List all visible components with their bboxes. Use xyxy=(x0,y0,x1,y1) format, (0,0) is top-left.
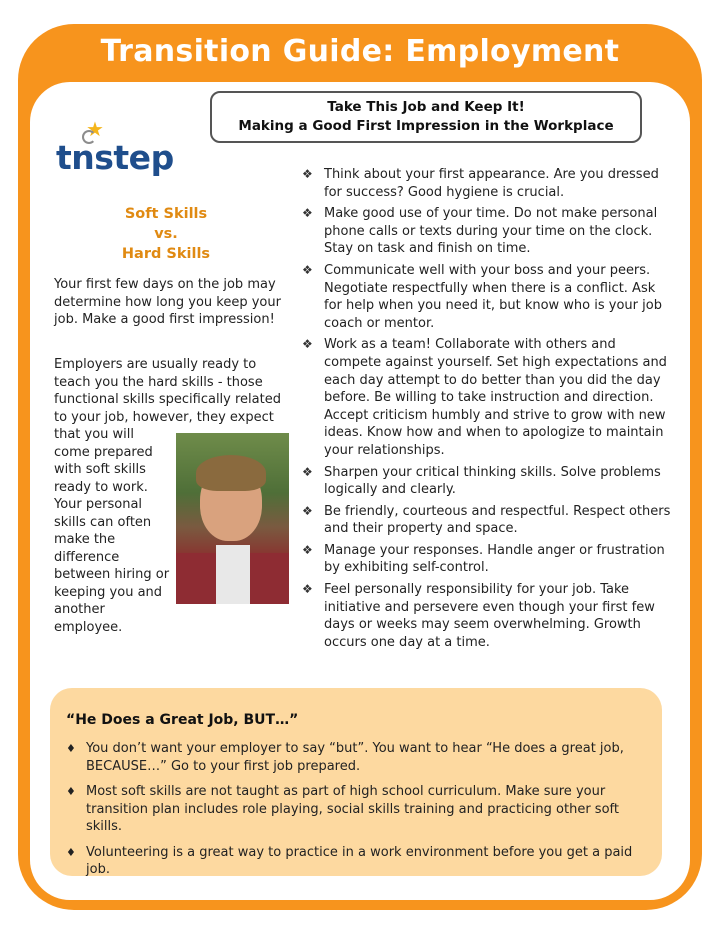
photo-hair xyxy=(196,455,266,491)
tip-item: ❖ Communicate well with your boss and your peers. Negotiate respectfully when there is a conflict. Ask for help when you need it, but know who is your job coach or mentor. xyxy=(302,262,662,331)
tip-item: ❖ Be friendly, courteous and respectful. Respect others and their property and space. xyxy=(302,503,671,537)
callout-list xyxy=(64,740,654,887)
diamond-bullet-icon: ♦ xyxy=(66,845,76,859)
diamond-bullet-icon: ♦ xyxy=(66,785,76,798)
subtitle-box xyxy=(210,91,642,143)
soft-vs-hard-heading xyxy=(56,204,276,264)
diamond-bullet-icon: ❖ xyxy=(302,542,313,557)
callout-item: ♦ Volunteering is a great way to practice in a work environment before you get a paid job. xyxy=(66,844,633,877)
callout-title: “He Does a Great Job, BUT…” xyxy=(66,712,299,728)
diamond-bullet-icon: ❖ xyxy=(302,582,313,597)
intro-paragraph: Your first few days on the job may determine how long you keep your job. Make a good first impression! xyxy=(54,277,281,327)
tip-item: ❖ Think about your first appearance. Are you dressed for success? Good hygiene is crucial. xyxy=(302,167,659,200)
diamond-bullet-icon: ❖ xyxy=(302,167,313,181)
tip-item: ❖ Make good use of your time. Do not make personal phone calls or texts during your time on the clock. Stay on task and finish on time. xyxy=(302,206,658,257)
soft-skills-paragraph: that you will come prepared with soft skills ready to work. Your personal skills can often make the difference between hiring or keeping you and another employee. xyxy=(54,427,170,635)
tip-item: ❖ Sharpen your critical thinking skills. Solve problems logically and clearly. xyxy=(302,464,661,498)
tip-item: ❖ Work as a team! Collaborate with others and compete against yourself. Set high expectations and each day attempt to do better than you did the day before. Be willing to take instruction and direction. Accept criticism humbly and strive to grow with new ideas. Know how and when to apologize to maintain your relationships. xyxy=(302,337,667,458)
tip-item: ❖ Feel personally responsibility for your job. Take initiative and persevere even though your first few days or weeks may seem overwhelming. Growth occurs one day at a time. xyxy=(302,582,655,650)
hard-skills-paragraph: Employers are usually ready to teach you the hard skills - those functional skills specifically related to your job, however, they expect xyxy=(54,357,281,425)
tips-list xyxy=(302,166,672,655)
star-icon: ★ xyxy=(86,117,104,141)
heading-line-3: Hard Skills xyxy=(121,246,211,262)
photo-tee xyxy=(216,545,250,604)
heading-line-1: Soft Skills xyxy=(124,206,208,222)
diamond-bullet-icon: ❖ xyxy=(302,337,313,352)
diamond-bullet-icon: ❖ xyxy=(302,503,313,518)
heading-line-2: vs. xyxy=(154,226,178,242)
callout-item: ♦ You don’t want your employer to say “but”. You want to hear “He does a great job, BECAUSE…” Go to your first job prepared. xyxy=(66,741,624,774)
subtitle-line-1: Take This Job and Keep It! xyxy=(327,99,525,115)
employee-photo xyxy=(176,433,289,604)
diamond-bullet-icon: ♦ xyxy=(66,742,76,755)
diamond-bullet-icon: ❖ xyxy=(302,262,313,277)
tip-item: ❖ Manage your responses. Handle anger or frustration by exhibiting self-control. xyxy=(302,542,665,576)
subtitle-line-2: Making a Good First Impression in the Workplace xyxy=(238,118,614,134)
diamond-bullet-icon: ❖ xyxy=(302,464,313,479)
page-title: Transition Guide: Employment xyxy=(100,34,620,69)
diamond-bullet-icon: ❖ xyxy=(302,206,313,221)
callout-item: ♦ Most soft skills are not taught as part of high school curriculum. Make sure your transition plan includes role playing, social skills training and practicing other soft skills. xyxy=(66,784,619,834)
tnstep-logo: tnstep xyxy=(56,138,174,177)
